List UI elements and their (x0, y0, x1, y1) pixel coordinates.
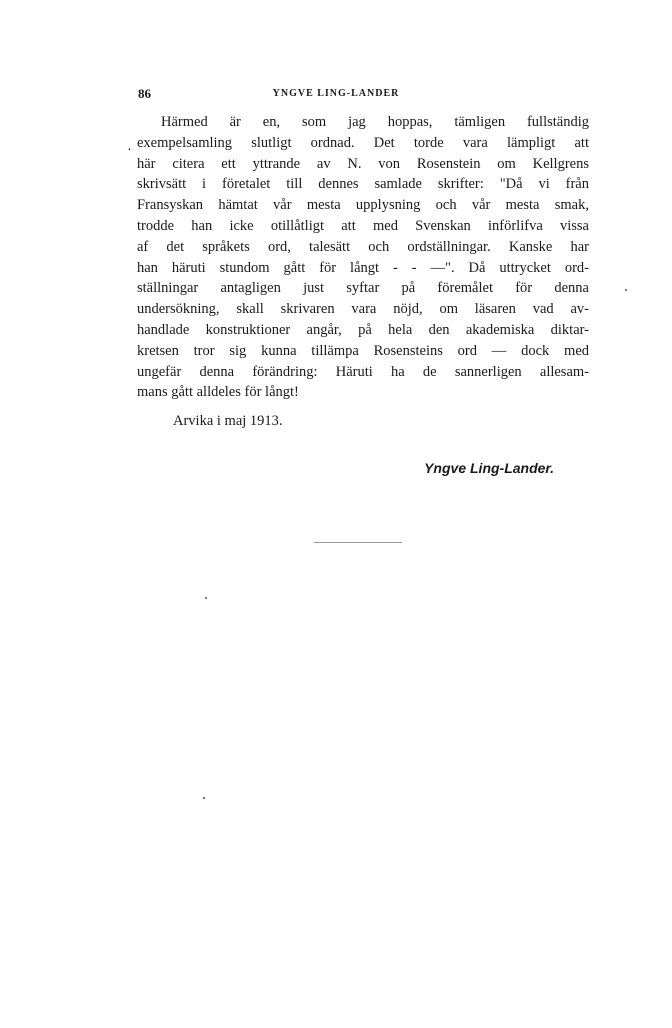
paper-speck (205, 597, 207, 599)
text-line: undersökning, skall skrivaren vara nöjd, om läsaren vad av- (137, 301, 589, 318)
text-line: ställningar antagligen just syftar på föremålet för denna (137, 280, 589, 297)
text-line: handlade konstruktioner angår, på hela den akademiska diktar- (137, 321, 589, 338)
text-line: ungefär denna förändring: Häruti ha de sannerligen allesam- (137, 363, 589, 380)
place-date: Arvika i maj 1913. (173, 413, 283, 429)
page-number: 86 (138, 86, 151, 101)
signature: Yngve Ling-Lander. (424, 460, 554, 476)
text-line: kretsen tror sig kunna tillämpa Rosensteins ord — dock med (137, 342, 589, 359)
text-line: exempelsamling slutligt ordnad. Det torde vara lämpligt att (137, 134, 589, 151)
text-line: af det språkets ord, talesätt och ordställningar. Kanske har (137, 238, 589, 255)
text-line: här citera ett yttrande av N. von Rosenstein om Kellgrens (137, 155, 589, 172)
text-line: skrivsätt i företalet till dennes samlade skrifter: "Då vi från (137, 176, 589, 193)
text-line: mans gått alldeles för långt! (137, 384, 299, 401)
text-line: han häruti stundom gått för långt - - —". Då uttrycket ord- (137, 259, 589, 276)
text-line: trodde han icke otillåtligt att med Svenskan införlifva vissa (137, 217, 589, 234)
margin-mark: · (127, 143, 132, 158)
section-rule (314, 542, 402, 543)
text-line: Fransyskan hämtat vår mesta upplysning och vår mesta smak, (137, 197, 589, 214)
running-head: YNGVE LING-LANDER (272, 88, 400, 99)
text-line: Härmed är en, som jag hoppas, tämligen fullständig (161, 114, 589, 130)
paper-speck (625, 289, 627, 291)
paper-speck (203, 797, 205, 799)
body-text (137, 112, 589, 403)
